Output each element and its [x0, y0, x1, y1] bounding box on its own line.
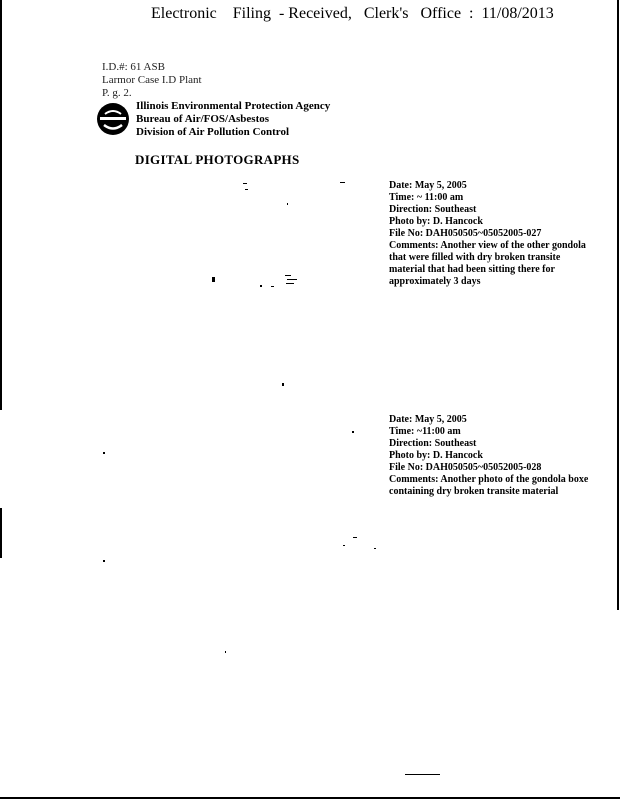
- photo-1-date: Date: May 5, 2005: [389, 180, 467, 191]
- scan-border-left-bottom: [0, 508, 2, 558]
- case-page-line: P. g. 2.: [102, 87, 132, 99]
- agency-division: Division of Air Pollution Control: [136, 126, 290, 138]
- agency-bureau: Bureau of Air/FOS/Asbestos: [136, 113, 270, 125]
- photo-2-time: Time: ~11:00 am: [389, 426, 461, 437]
- photo-2-file-no: File No: DAH050505~05052005-028: [389, 462, 542, 473]
- photo-1-direction: Direction: Southeast: [389, 204, 477, 215]
- photo-1-comments-line-1: Comments: Another view of the other gondola: [389, 240, 586, 251]
- document-title: DIGITAL PHOTOGRAPHS: [135, 152, 300, 167]
- photo-1-photographer: Photo by: D. Hancock: [389, 216, 483, 227]
- scan-border-bottom: [0, 797, 620, 799]
- iepa-seal-icon: [96, 102, 130, 136]
- photo-2-date: Date: May 5, 2005: [389, 414, 467, 425]
- scan-border-right: [617, 0, 619, 610]
- photo-2-area: [100, 415, 380, 665]
- photo-1-time: Time: ~ 11:00 am: [389, 192, 464, 203]
- photo-2-photographer: Photo by: D. Hancock: [389, 450, 483, 461]
- photo-1-comments-line-2: that were filled with dry broken transite: [389, 252, 561, 263]
- case-id-line: I.D.#: 61 ASB: [102, 61, 165, 73]
- photo-2-comments-line-2: containing dry broken transite material: [389, 486, 559, 497]
- photo-1-comments-line-3: material that had been sitting there for: [389, 264, 555, 275]
- photo-2-comments-line-1: Comments: Another photo of the gondola boxe: [389, 474, 589, 485]
- photo-1-comments-line-4: approximately 3 days: [389, 276, 481, 287]
- photo-1-area: [100, 175, 380, 390]
- case-site-line: Larmor Case I.D Plant: [102, 74, 202, 86]
- scan-border-left-top: [0, 0, 2, 410]
- agency-name: Illinois Environmental Protection Agency: [136, 100, 331, 112]
- photo-1-file-no: File No: DAH050505~05052005-027: [389, 228, 542, 239]
- page-footer-rule: [405, 774, 440, 775]
- photo-2-direction: Direction: Southeast: [389, 438, 477, 449]
- filing-stamp: Electronic Filing - Received, Clerk's Office : 11/08/2013: [151, 5, 554, 22]
